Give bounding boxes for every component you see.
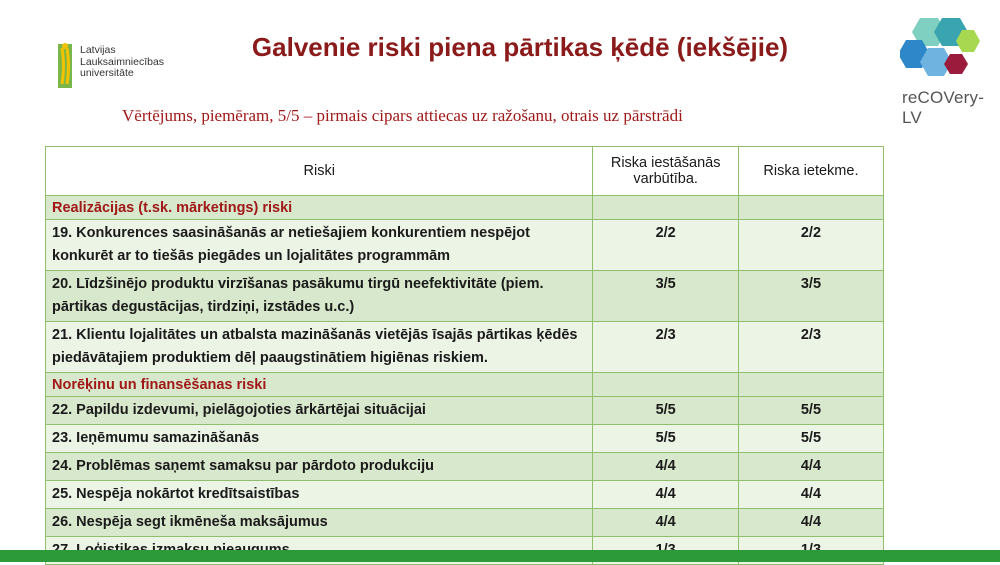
table-row	[46, 453, 884, 481]
table-section-row	[46, 373, 884, 397]
probability-cell: 4/4	[593, 453, 738, 481]
recovery-logo-text: reCOVery-LV	[902, 88, 985, 127]
probability-cell: 5/5	[593, 425, 738, 453]
probability-cell: 5/5	[593, 397, 738, 425]
probability-cell: 4/4	[593, 481, 738, 509]
risk-label-cell: 20. Līdzšinējo produktu virzīšanas pasākumu tirgū neefektivitāte (piem. pārtikas degustācijas, tirdziņi, izstādes u.c.)	[46, 271, 593, 322]
risk-label-cell: 24. Problēmas saņemt samaksu par pārdoto produkciju	[46, 453, 593, 481]
table-row	[46, 509, 884, 537]
probability-cell	[593, 196, 738, 220]
impact-cell	[738, 373, 883, 397]
table-header-row	[46, 147, 884, 196]
impact-cell: 3/5	[738, 271, 883, 322]
impact-cell: 4/4	[738, 481, 883, 509]
risk-label-cell: 25. Nespēja nokārtot kredītsaistības	[46, 481, 593, 509]
probability-cell: 3/5	[593, 271, 738, 322]
table-row	[46, 397, 884, 425]
impact-cell: 2/3	[738, 322, 883, 373]
llu-logo-text: Latvijas Lauksaimniecības universitāte	[80, 44, 165, 79]
slide-subtitle: Vērtējums, piemēram, 5/5 – pirmais cipars attiecas uz ražošanu, otrais uz pārstrādi	[122, 106, 683, 125]
table-row	[46, 425, 884, 453]
risk-label-cell: 21. Klientu lojalitātes un atbalsta mazināšanās vietējās īsajās pārtikas ķēdēs piedāvātajiem produktiem dēļ paaugstinātiem higiēnas riskiem.	[46, 322, 593, 373]
risk-label-cell: 22. Papildu izdevumi, pielāgojoties ārkārtējai situācijai	[46, 397, 593, 425]
impact-cell: 5/5	[738, 397, 883, 425]
risk-label-cell: 26. Nespēja segt ikmēneša maksājumus	[46, 509, 593, 537]
table-row	[46, 220, 884, 271]
table-row	[46, 322, 884, 373]
table-section-row	[46, 196, 884, 220]
probability-cell: 2/3	[593, 322, 738, 373]
footer-bar	[0, 550, 1000, 562]
risk-label-cell: Norēķinu un finansēšanas riski	[46, 373, 593, 397]
probability-cell: 4/4	[593, 509, 738, 537]
impact-cell	[738, 196, 883, 220]
risk-label-cell: 19. Konkurences saasināšanās ar netiešajiem konkurentiem nespējot konkurēt ar to tiešās piegādes un lojalitātes programmām	[46, 220, 593, 271]
impact-cell: 2/2	[738, 220, 883, 271]
column-header-impact: Riska ietekme.	[738, 147, 883, 196]
column-header-risks: Riski	[46, 147, 593, 196]
table-row	[46, 481, 884, 509]
probability-cell: 2/2	[593, 220, 738, 271]
risk-table	[45, 146, 884, 565]
impact-cell: 5/5	[738, 425, 883, 453]
table-row	[46, 271, 884, 322]
risk-label-cell: Realizācijas (t.sk. mārketings) riski	[46, 196, 593, 220]
impact-cell: 4/4	[738, 509, 883, 537]
impact-cell: 4/4	[738, 453, 883, 481]
slide-title: Galvenie riski piena pārtikas ķēdē (iekšējie)	[251, 32, 789, 62]
column-header-probability: Riska iestāšanās varbūtība.	[593, 147, 738, 196]
risk-label-cell: 23. Ieņēmumu samazināšanās	[46, 425, 593, 453]
probability-cell	[593, 373, 738, 397]
table-body	[46, 196, 884, 565]
